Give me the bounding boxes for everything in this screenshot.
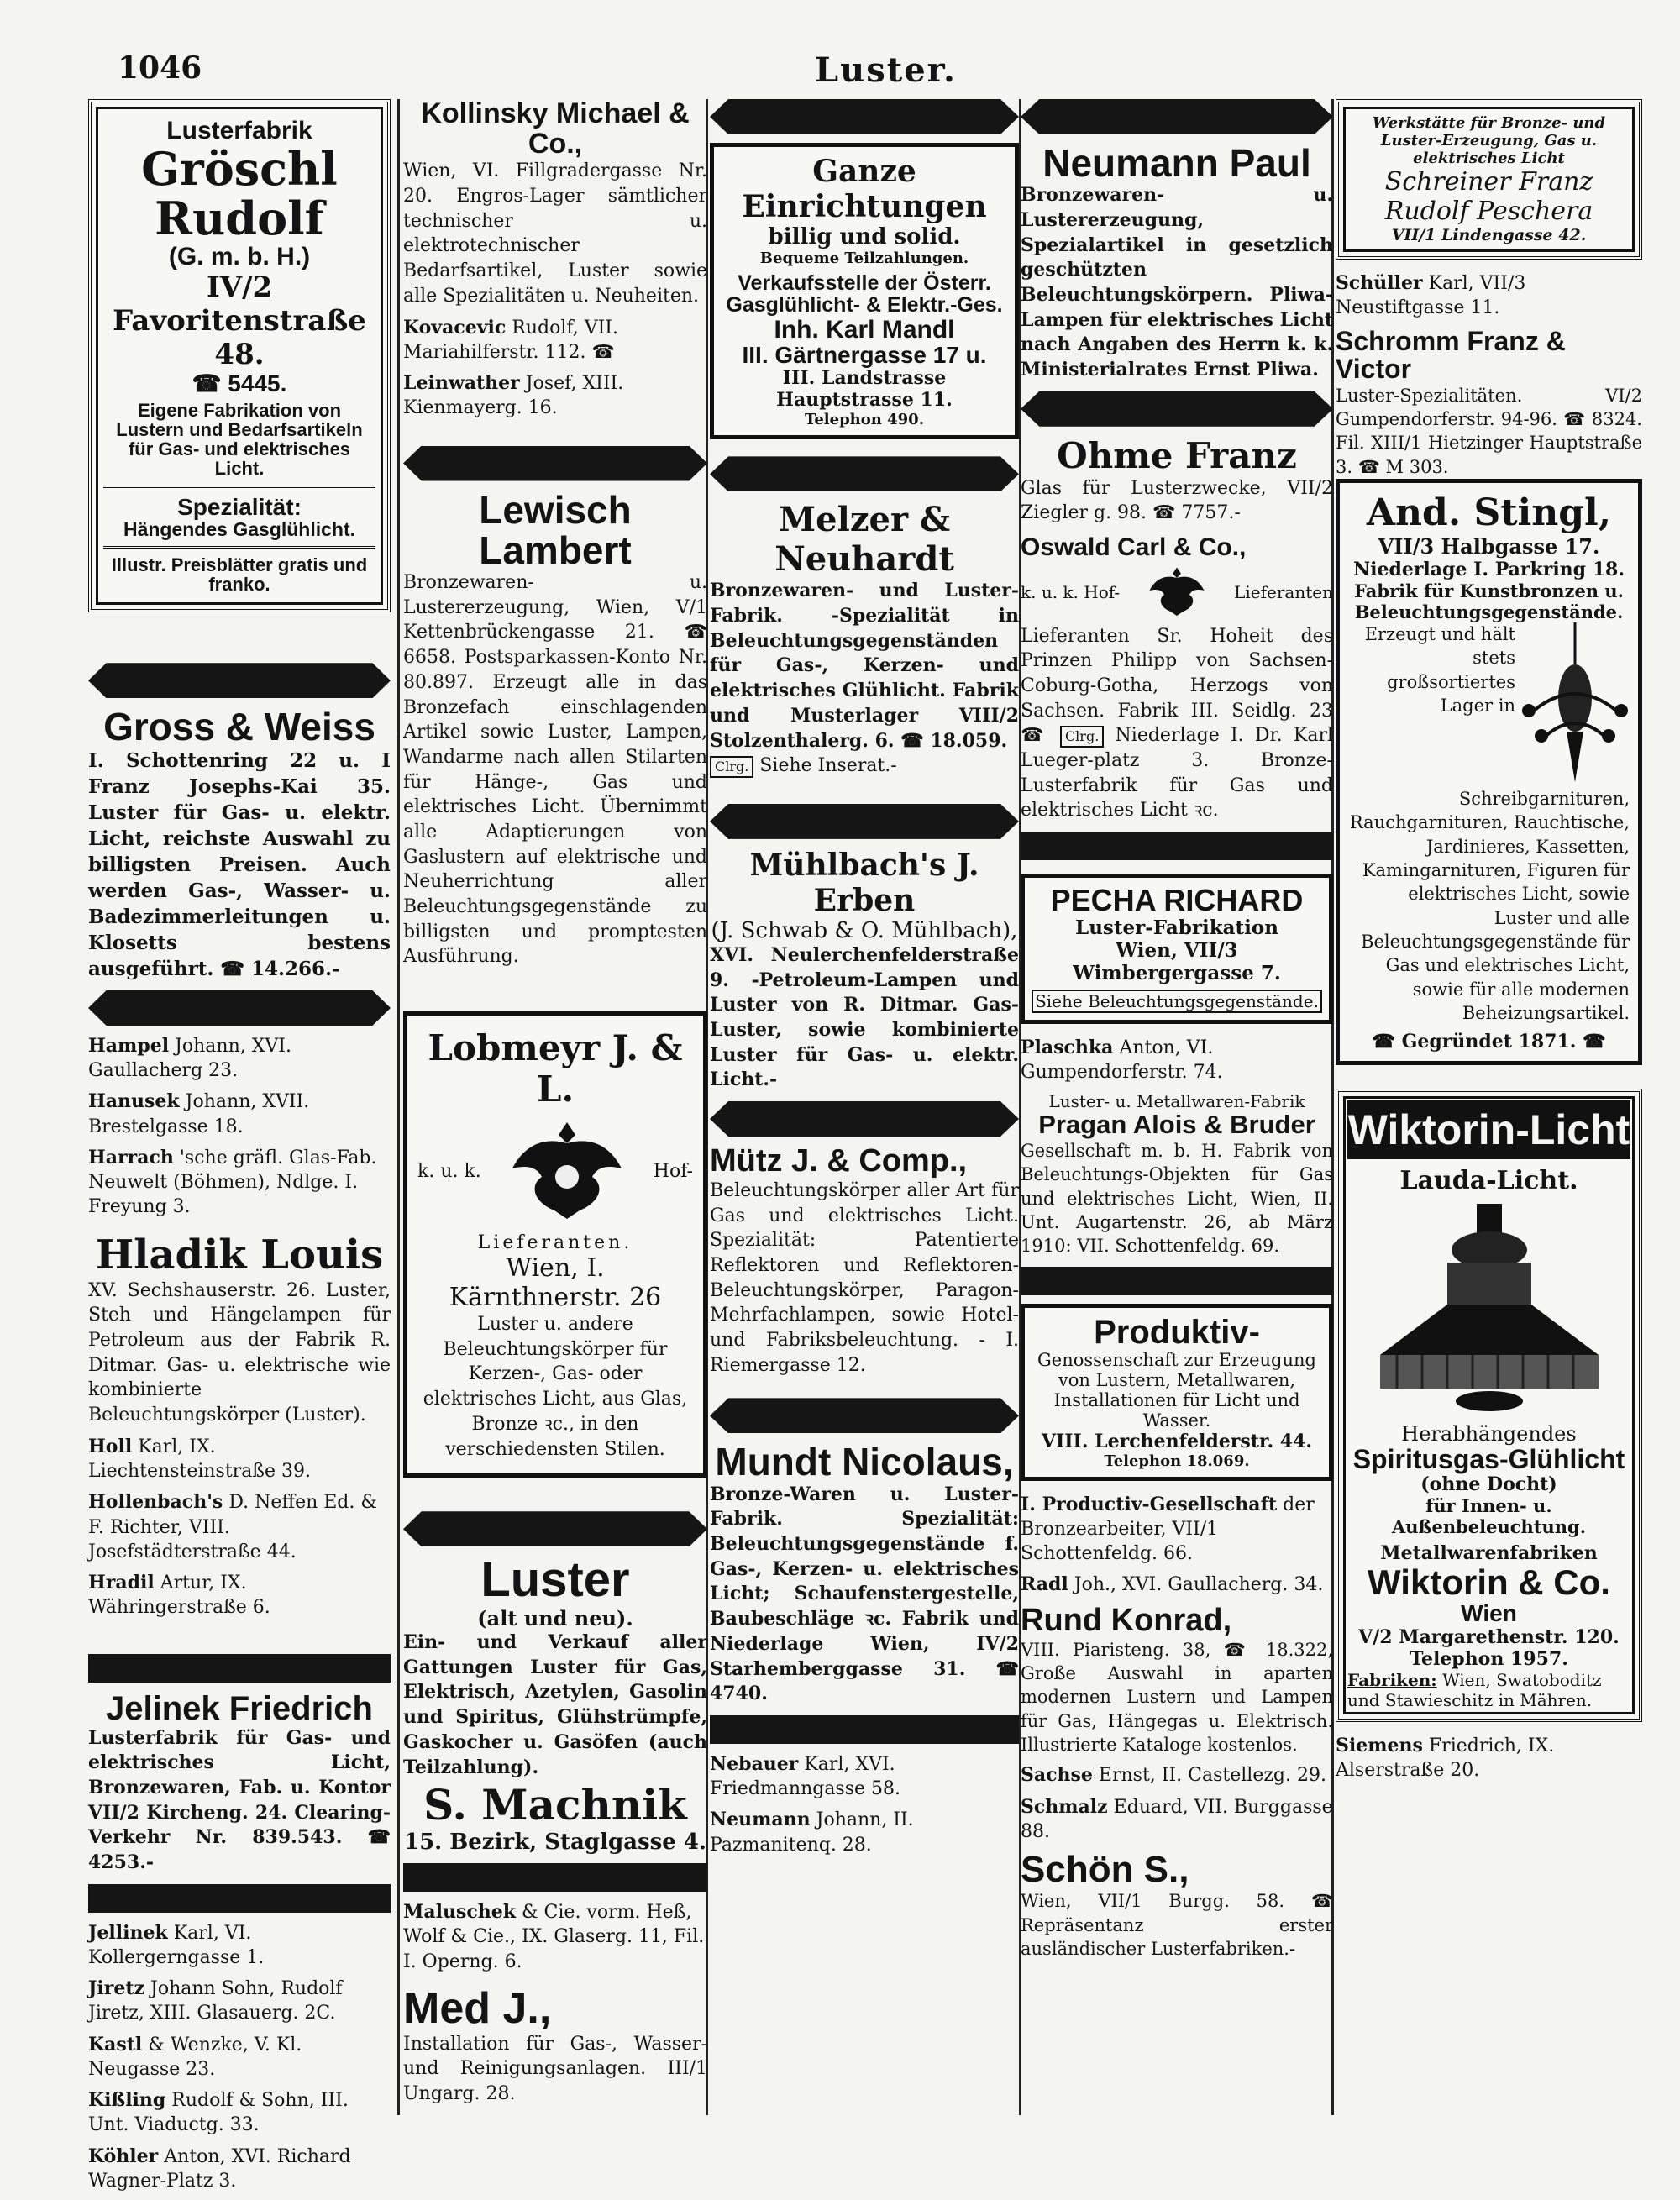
ad-luster-machnik [403, 1552, 707, 1856]
ad-line: (alt und neu). [477, 1606, 633, 1631]
ad-text: XV. Sechshauserstr. 26. Luster, Steh und Hängelampen für Petroleum aus der Fabrik R. Ditmar. Gas- u. elektrische wie kombinierte Beleuchtungskörper (Luster). [88, 1279, 391, 1426]
ad-line: Siehe Beleuchtungsgegenstände. [1032, 990, 1322, 1013]
ad-text: Bronzewaren- und Luster-Fabrik. -Spezialität in Beleuchtungsgegenständen für Gas-, Kerzen- und elektrisches Glühlicht. Fabrik und Musterlager VIII/2 Stolzenthalerg. 6. ☎ 18.059. [710, 580, 1019, 752]
ad-name: Wiktorin-Licht [1347, 1100, 1630, 1159]
ad-line: Siehe Inserat.- [759, 755, 897, 777]
ad-line: (G. m. b. H.) [168, 243, 311, 271]
ad-line: Werkstätte für Bronze- und Luster-Erzeugung, Gas u. elektrisches Licht [1372, 114, 1606, 167]
list-item: Hanusek Johann, XVII. Brestelgasse 18. [88, 1090, 310, 1137]
ad-pragan [1021, 1091, 1333, 1258]
ad-name: Produktiv- [1094, 1313, 1260, 1351]
ad-lewisch [403, 487, 707, 970]
ad-text: Wien, VI. Fillgradergasse Nr. 20. Engros-Lager sämtlicher technischer u. elektrotechnischer Bedarfsartikel, Luster sowie alle Spezialitäten u. Neuheiten. [403, 160, 707, 307]
ad-line: Spezialität: [177, 493, 302, 520]
list-item: Neumann Johann, II. Pazmanitenq. 28. [710, 1809, 914, 1856]
divider-bar [710, 456, 1019, 491]
ad-name: PECHA RICHARD [1050, 883, 1304, 918]
ad-mundt [710, 1441, 1019, 1706]
ad-line: Lieferanten [1234, 582, 1333, 603]
ad-rund [1021, 1604, 1333, 1757]
ad-pecha [1021, 874, 1333, 1024]
list-item: Leinwather Josef, XIII. Kienmayerg. 16. [403, 372, 624, 419]
eagle-icon [1143, 561, 1210, 624]
ad-name: Luster [480, 1552, 630, 1608]
divider-bar [403, 1511, 707, 1546]
ad-name: Gross & Weiss [103, 705, 375, 749]
ad-firm: Wiktorin & Co. [1368, 1562, 1610, 1603]
ad-line: Niederlage I. Parkring 18. [1353, 559, 1625, 581]
ad-firm: S. Machnik [423, 1780, 687, 1830]
column-3 [710, 99, 1019, 1864]
ad-address: IV/2 Favoritenstraße 48. [113, 270, 366, 371]
lamp-icon [1363, 1204, 1615, 1414]
list-item: Harrach 'sche gräfl. Glas-Fab. Neuwelt (Böhmen), Ndlge. I. Freyung 3. [88, 1146, 377, 1218]
ad-text: Luster u. andere Beleuchtungskörper für Kerzen-, Gas- oder elektrisches Licht, aus Glas, Bronze ꝛc., in den verschiedensten Stilen. [423, 1314, 688, 1460]
ad-line: (J. Schwab & O. Mühlbach), [711, 917, 1018, 943]
ad-muehlbach [710, 848, 1019, 1093]
list-item: Kovacevic Rudolf, VII. Mariahilferstr. 112. ☎ [403, 316, 618, 363]
list-item: Jellinek Karl, VI. Kollergerngasse 1. [88, 1921, 265, 1968]
ad-neumann-paul [1021, 143, 1333, 383]
ad-line: III. Landstrasse Hauptstrasse 11. [776, 367, 953, 412]
ad-line: Hängendes Gasglühlicht. [123, 517, 356, 540]
ad-line: Bequeme Teilzahlungen. [759, 249, 969, 267]
divider-bar [88, 990, 391, 1026]
divider-bar [710, 99, 1019, 134]
ad-oswald [1021, 534, 1333, 823]
ad-name: Kollinsky Michael & Co., [421, 97, 690, 160]
list-item: Plaschka Anton, VI. Gumpendorferstr. 74. [1021, 1036, 1223, 1084]
list-item: Hollenbach's D. Neffen Ed. & F. Richter, VIII. Josefstädterstraße 44. [88, 1491, 377, 1562]
ad-text: Installation für Gas-, Wasser- und Reinigungsanlagen. III/1 Ungarg. 28. [403, 2033, 707, 2104]
ad-line: für Innen- u. Außenbeleuchtung. [1391, 1495, 1587, 1538]
ad-text: VIII. Piaristeng. 38, ☎ 18.322, Große Auswahl in aparten modernen Lustern und Lampen für Gas, Hängegas u. Elektrisch. Illustrierte Kataloge kostenlos. [1021, 1639, 1333, 1755]
running-head: Luster. [815, 50, 957, 90]
list-item: Köhler Anton, XVI. Richard Wagner-Platz 3. [88, 2145, 351, 2192]
ad-phone: Telephon 18.069. [1104, 1452, 1250, 1470]
divider-bar [710, 1715, 1019, 1744]
ad-text: I. Schottenring 22 u. I Franz Josephs-Kai 35. Luster für Gas- u. elektr. Licht, reichste Auswahl zu billigsten Preisen. Auch werden Gas-, Wasser- u. Badezimmerleitungen u. Klosetts bestens ausgeführt. ☎ 14.266.- [88, 748, 391, 980]
ad-text: XVI. Neulerchenfelderstraße 9. -Petroleum-Lampen und Luster von R. Ditmar. Gas-Luster, sowie kombinierte Luster für Gas- u. elektr. Licht.- [710, 943, 1019, 1091]
ad-address: V/2 Margarethenstr. 120. [1358, 1625, 1620, 1648]
ad-med [403, 1983, 707, 2107]
ad-name: Gröschl Rudolf [141, 141, 338, 245]
ad-address: VII/1 Lindengasse 42. [1391, 226, 1587, 244]
ad-name: Mundt Nicolaus, [715, 1440, 1014, 1484]
column-5 [1336, 99, 1642, 1789]
ad-address: 15. Bezirk, Staglgasse 4. [404, 1830, 706, 1856]
ad-text: Wien, VII/1 Burgg. 58. ☎ Repräsentanz erster ausländischer Lusterfabriken.- [1021, 1891, 1333, 1959]
ad-line: k. u. k. [417, 1160, 481, 1182]
ad-name: Schreiner Franz [1384, 167, 1593, 197]
ad-wiktorin [1336, 1089, 1642, 1722]
divider-bar [88, 1654, 391, 1683]
list-item: Schüller Karl, VII/3 Neustiftgasse 11. [1336, 272, 1526, 319]
ad-melzer [710, 500, 1019, 779]
ad-ohme [1021, 435, 1333, 526]
ad-text: Eigene Fabrikation von Lustern und Bedarfsartikeln für Gas- und elektrisches Licht. [116, 400, 363, 480]
list-item: I. Productiv-Gesellschaft der Bronzearbeiter, VII/1 Schottenfeldg. 66. [1021, 1493, 1315, 1565]
ad-line: Luster-Fabrikation [1075, 916, 1278, 939]
ad-name: Schromm Franz & Victor [1336, 325, 1566, 385]
ad-schreiner [1336, 99, 1642, 260]
ad-hladik [88, 1231, 391, 1428]
list-item: Hradil Artur, IX. Währingerstraße 6. [88, 1572, 270, 1619]
column-2 [403, 99, 707, 2107]
ad-line: k. u. k. Hof- [1021, 582, 1121, 603]
ad-name: Mütz J. & Comp., [710, 1143, 968, 1179]
ad-name: Lobmeyr J. & L. [428, 1027, 683, 1111]
ad-line: Lauda-Licht. [1399, 1165, 1578, 1195]
divider-bar [1021, 832, 1333, 860]
list-item: Nebauer Karl, XVI. Friedmanngasse 58. [710, 1752, 901, 1800]
list-item: Schmalz Eduard, VII. Burggasse 88. [1021, 1795, 1333, 1842]
ad-line: Lusterfabrik [166, 117, 312, 144]
ad-name: Schön S., [1021, 1849, 1189, 1891]
eagle-icon [504, 1110, 630, 1232]
ad-text: Niederlage I. Dr. Karl Lueger-platz 3. Bronze-Lusterfabrik für Gas und elektrisches Licht ꝛc. [1021, 725, 1334, 822]
ad-line: (ohne Docht) [1420, 1473, 1557, 1496]
ad-name: Rudolf Peschera [1384, 197, 1593, 226]
ad-mandl [710, 143, 1019, 439]
ad-groeschl [88, 99, 391, 612]
ad-name: Oswald Carl & Co., [1021, 533, 1247, 562]
clearing-tag: Clrg. [710, 756, 753, 778]
ad-text: Glas für Lusterzwecke, VII/2 Ziegler g. 98. ☎ 7757.- [1021, 477, 1333, 524]
ad-line: Metallwarenfabriken [1380, 1542, 1598, 1565]
ad-name: Melzer & Neuhardt [774, 500, 954, 580]
ad-name: Ganze Einrichtungen [742, 154, 987, 224]
ad-name: Pragan Alois & Bruder [1038, 1110, 1315, 1140]
ad-name: And. Stingl, [1366, 491, 1612, 535]
ad-phone: Telephon 1957. [1410, 1647, 1568, 1670]
ad-address: Wien, VII/3 Wimbergergasse 7. [1073, 938, 1281, 984]
ad-text: Ein- und Verkauf aller Gattungen Luster für Gas, Elektrisch, Azetylen, Gasolin und Spiritus, Glühstrümpfe, Gaskocher u. Gasöfen (auch Teilzahlung). [403, 1631, 707, 1778]
clearing-tag: Clrg. [1060, 726, 1104, 748]
ad-phone: Telephon 490. [805, 411, 924, 429]
ad-text: Bronzewaren- u. Lustererzeugung, Spezialartikel in gesetzlich geschützten Beleuchtungskörpern. Pliwa-Lampen für elektrisches Licht nach Angaben des Herrn k. k. Ministerialrates Ernst Pliwa. [1021, 184, 1333, 381]
column-rule [397, 99, 400, 2115]
ad-line: Luster- u. Metallwaren-Fabrik [1048, 1091, 1305, 1112]
ad-line: Hof- [653, 1160, 693, 1182]
ad-name: Med J., [403, 1983, 552, 2033]
ad-schoen [1021, 1851, 1333, 1961]
ad-address: VIII. Lerchenfelderstr. 44. [1041, 1430, 1313, 1452]
ad-line: Verkaufsstelle der Österr. Gasglühlicht- & Elektr.-Ges. [726, 271, 1003, 318]
ad-line: Lieferanten. [477, 1232, 633, 1254]
ad-name: Ohme Franz [1057, 434, 1297, 476]
ad-kollinsky [403, 99, 707, 309]
ad-name: Jelinek Friedrich [106, 1689, 373, 1727]
ad-line: Inh. Karl Mandl [774, 315, 955, 344]
list-item: Holl Karl, IX. Liechtensteinstraße 39. [88, 1435, 311, 1483]
ad-schromm [1336, 325, 1642, 480]
ad-lobmeyr [403, 1011, 707, 1478]
divider-bar [710, 1398, 1019, 1433]
ad-text: Gesellschaft m. b. H. Fabrik von Beleuchtungs-Objekten für Gas und elektrisches Licht, Wien, II. Unt. Augartenstr. 26, ab März 1910: VII. Schottenfeldg. 69. [1021, 1141, 1333, 1257]
ad-name: Lewisch Lambert [479, 487, 632, 572]
divider-bar [88, 663, 391, 698]
ad-text: Lusterfabrik für Gas- und elektrisches Licht, Bronzewaren, Fab. u. Kontor VII/2 Kircheng. 24. Clearing-Verkehr Nr. 839.543. ☎ 4253.- [88, 1726, 391, 1874]
ad-text: Genossenschaft zur Erzeugung von Lustern, Metallwaren, Installationen für Licht und Wasser. [1037, 1349, 1316, 1431]
divider-bar [1021, 99, 1333, 134]
divider-bar [403, 446, 707, 481]
ad-text: Erzeugt und hält stets großsortiertes Lager in Schreibgarnituren, Rauchgarnituren, Rauchtische, Jardinieres, Kassetten, Kamingarnituren, Figuren für elektrisches Licht, sowie Luster und alle Beleuchtungsgegenstände für Gas und elektrisches Licht, sowie für alle modernen Beheizungsartikel. [1349, 624, 1630, 1024]
ad-line: Herabhängendes [1401, 1421, 1577, 1446]
ad-name: Neumann Paul [1042, 141, 1311, 185]
ad-line: Wien [1461, 1600, 1517, 1627]
ad-line: Fabriken: [1347, 1669, 1437, 1690]
ad-line: billig und solid. [768, 224, 961, 249]
ad-phone: ☎ 5445. [192, 370, 287, 396]
ad-line: III. Gärtnergasse 17 u. [742, 342, 987, 368]
list-item: Jiretz Johann Sohn, Rudolf Jiretz, XIII. Glasauerg. 2C. [88, 1977, 343, 2024]
ad-text: Wien, Swatoboditz und Stawieschitz in Mähren. [1347, 1669, 1602, 1710]
list-item: Radl Joh., XVI. Gaullacherg. 34. [1021, 1573, 1324, 1596]
divider-bar [403, 1863, 707, 1892]
ad-address: VII/3 Halbgasse 17. [1378, 534, 1600, 559]
list-item: Sachse Ernst, II. Castellezg. 29. [1021, 1764, 1326, 1787]
ad-text: Lieferanten Sr. Hoheit des Prinzen Philipp von Sachsen-Coburg-Gotha, Herzogs von Sachsen. Fabrik III. Seidlg. 23 ☎ [1021, 625, 1333, 747]
ad-name: Mühlbach's J. Erben [749, 847, 979, 918]
ad-name: Hladik Louis [95, 1231, 384, 1279]
page-header [0, 50, 1680, 101]
ad-line: Fabrik für Kunstbronzen u. Beleuchtungsgegenstände. [1354, 580, 1624, 623]
column-1 [88, 99, 391, 2200]
list-item: Kastl & Wenzke, V. Kl. Neugasse 23. [88, 2033, 302, 2080]
divider-bar [1021, 391, 1333, 427]
list-item: Hampel Johann, XVI. Gaullacherg 23. [88, 1034, 291, 1082]
ad-muetz [710, 1145, 1019, 1378]
page-number: 1046 [118, 50, 202, 86]
ad-produktiv [1021, 1304, 1333, 1481]
ad-gross-weiss [88, 706, 391, 982]
list-item: Maluschek & Cie. vorm. Heß, Wolf & Cie., IX. Glaserg. 11, Fil. I. Operng. 6. [403, 1901, 705, 1972]
divider-bar [88, 1884, 391, 1913]
ad-text: Luster-Spezialitäten. VI/2 Gumpendorferstr. 94-96. ☎ 8324. Fil. XIII/1 Hietzinger Hauptstraße 3. ☎ M 303. [1336, 385, 1642, 477]
divider-bar [710, 804, 1019, 839]
column-4 [1021, 99, 1333, 1961]
list-item: Kißling Rudolf & Sohn, III. Unt. Viaductg. 33. [88, 2089, 349, 2136]
ad-stingl [1336, 479, 1642, 1064]
ad-text: Bronzewaren- u. Lustererzeugung, Wien, V/1 Kettenbrückengasse 21. ☎ 6658. Postsparkassen-Konto Nr. 80.897. Erzeugt alle in das Bronzefach einschlagenden Artikel sowie Luster, Lampen, Wandarme nach allen Stilarten für Hänge-, Gas und elektrisches Licht. Übernimmt alle Adaptierungen von Gaslustern auf elektrische und Neuherrichtung aller Beleuchtungsgegenstände zu billigsten und promptesten Ausführung. [403, 572, 707, 968]
ad-line: Illustr. Preisblätter gratis und franko. [111, 554, 368, 596]
ad-name: Rund Konrad, [1021, 1602, 1232, 1638]
ad-address: Wien, I. Kärnthnerstr. 26 [449, 1253, 662, 1313]
divider-bar [710, 1101, 1019, 1137]
ad-jelinek [88, 1691, 391, 1876]
list-item: Siemens Friedrich, IX. Alserstraße 20. [1336, 1734, 1555, 1781]
ad-text: Beleuchtungskörper aller Art für Gas und elektrisches Licht. Spezialität: Patentierte Reflektoren und Reflektoren-Beleuchtungskörper, Paragon-Mehrfachlampen, sowie Hotel- und Fabriksbeleuchtung. - I. Riemergasse 12. [710, 1179, 1019, 1376]
ad-line: ☎ Gegründet 1871. ☎ [1372, 1030, 1606, 1053]
ad-text: Bronze-Waren u. Luster-Fabrik. Spezialität: Beleuchtungsgegenstände f. Gas-, Kerzen- u. elektrisches Licht; Schaufenstergestelle, Baubeschläge ꝛc. Fabrik und Niederlage Wien, IV/2 Starhemberggasse 31. ☎ 4740. [710, 1483, 1019, 1705]
divider-bar [1021, 1267, 1333, 1295]
ad-line: Spiritusgas-Glühlicht [1352, 1443, 1625, 1474]
chandelier-icon [1520, 622, 1630, 782]
